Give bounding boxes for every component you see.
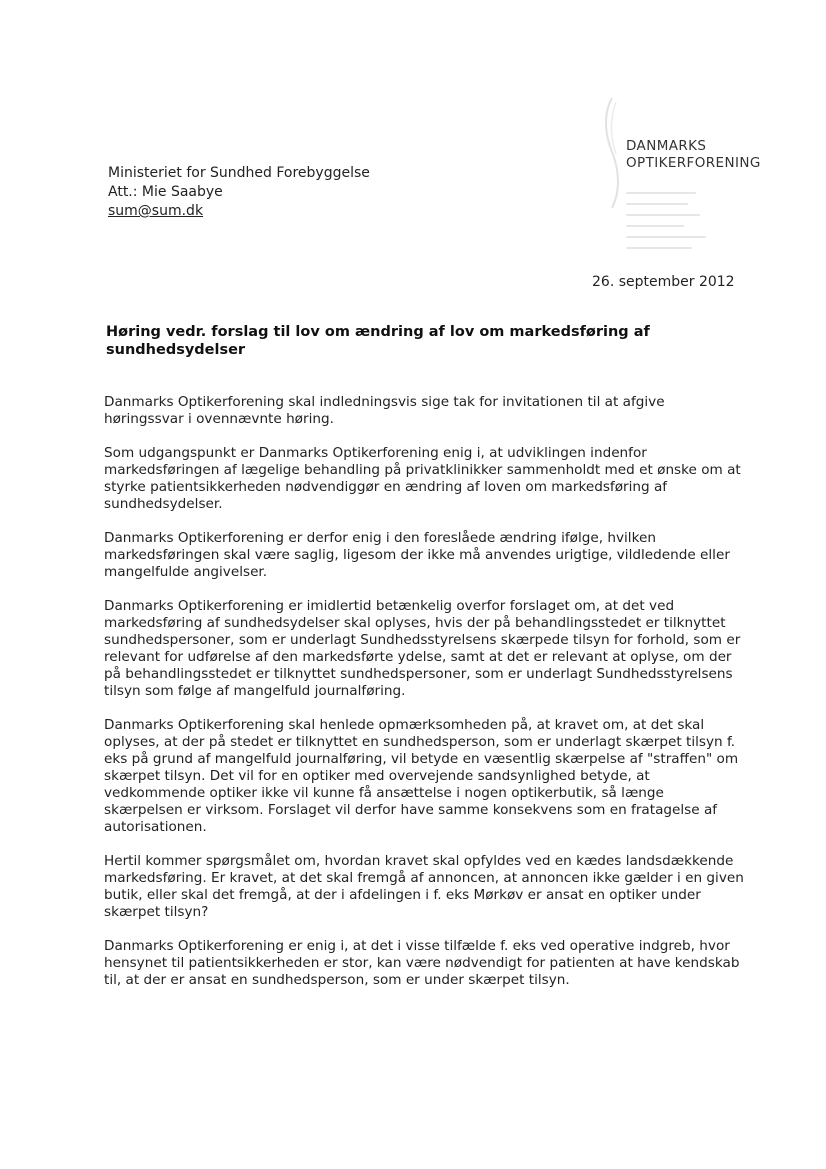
body-paragraph: Danmarks Optikerforening er derfor enig i den foreslåede ændring ifølge, hvilken markedsføringen skal være saglig, ligesom der ikke må anvendes urigtige, vildledende eller mangelfulde angivelser. bbox=[104, 530, 730, 580]
body-paragraph: Danmarks Optikerforening er enig i, at det i visse tilfælde f. eks ved operative indgreb, hvor hensynet til patientsikkerheden er stor, kan være nødvendigt for patienten at have kendskab til, at der er ansat en sundhedsperson, som er under skærpet tilsyn. bbox=[104, 938, 740, 988]
recipient-attention: Att.: Mie Saabye bbox=[108, 184, 223, 200]
body-paragraph: Danmarks Optikerforening skal indledningsvis sige tak for invitationen til at afgive høringssvar i ovennævnte høring. bbox=[104, 394, 665, 427]
letter-body bbox=[104, 394, 744, 1006]
letter-subject: Høring vedr. forslag til lov om ændring af lov om markedsføring af sundhedsydelser bbox=[106, 324, 650, 358]
letterhead-contact-block bbox=[626, 192, 706, 258]
faint-contact-line bbox=[626, 214, 700, 216]
organization-name bbox=[626, 138, 761, 172]
faint-contact-line bbox=[626, 203, 688, 205]
letterhead-logo bbox=[600, 92, 800, 272]
faint-contact-line bbox=[626, 236, 706, 238]
logo-line-1: DANMARKS bbox=[626, 138, 707, 154]
letter-date: 26. september 2012 bbox=[592, 274, 735, 290]
body-paragraph: Som udgangspunkt er Danmarks Optikerforening enig i, at udviklingen indenfor markedsføringen af lægelige behandling på privatklinikker sammenholdt med et ønske om at styrke patientsikkerheden nødvendiggør en ændring af loven om markedsføring af sundhedsydelser. bbox=[104, 445, 741, 512]
faint-contact-line bbox=[626, 192, 696, 194]
logo-emblem-icon bbox=[600, 92, 624, 212]
faint-contact-line bbox=[626, 247, 692, 249]
body-paragraph: Danmarks Optikerforening skal henlede opmærksomheden på, at kravet om, at det skal oplyses, at der på stedet er tilknyttet en sundhedsperson, som er underlagt skærpet tilsyn f. eks på grund af mangelfuld journalføring, vil betyde en væsentlig skærpelse af "straffen" om skærpet tilsyn. Det vil for en optiker med overvejende sandsynlighed betyde, at vedkommende optiker ikke vil kunne få ansættelse i nogen optikerbutik, så længe skærpelsen er virksom. Forslaget vil derfor have samme konsekvens som en fratagelse af autorisationen. bbox=[104, 717, 739, 835]
body-paragraph: Danmarks Optikerforening er imidlertid betænkelig overfor forslaget om, at det ved markedsføring af sundhedsydelser skal oplyses, hvis der på behandlingsstedet er tilknyttet sundhedspersoner, som er underlagt Sundhedsstyrelsens skærpede tilsyn for forhold, som er relevant for udførelse af den markedsførte ydelse, samt at det er relevant at oplyse, om der på behandlingsstedet er tilknyttet sundhedspersoner, som er underlagt Sundhedsstyrelsens tilsyn som følge af mangelfuld journalføring. bbox=[104, 598, 741, 699]
recipient-ministry: Ministeriet for Sundhed Forebyggelse bbox=[108, 165, 370, 181]
recipient-address bbox=[108, 164, 370, 221]
recipient-email-link[interactable]: sum@sum.dk bbox=[108, 203, 204, 219]
logo-line-2: OPTIKERFORENING bbox=[626, 155, 761, 171]
faint-contact-line bbox=[626, 225, 684, 227]
body-paragraph: Hertil kommer spørgsmålet om, hvordan kravet skal opfyldes ved en kædes landsdækkende markedsføring. Er kravet, at det skal fremgå af annoncen, at annoncen ikke gælder i en given butik, eller skal det fremgå, at der i afdelingen i f. eks Mørkøv er ansat en optiker under skærpet tilsyn? bbox=[104, 853, 744, 920]
